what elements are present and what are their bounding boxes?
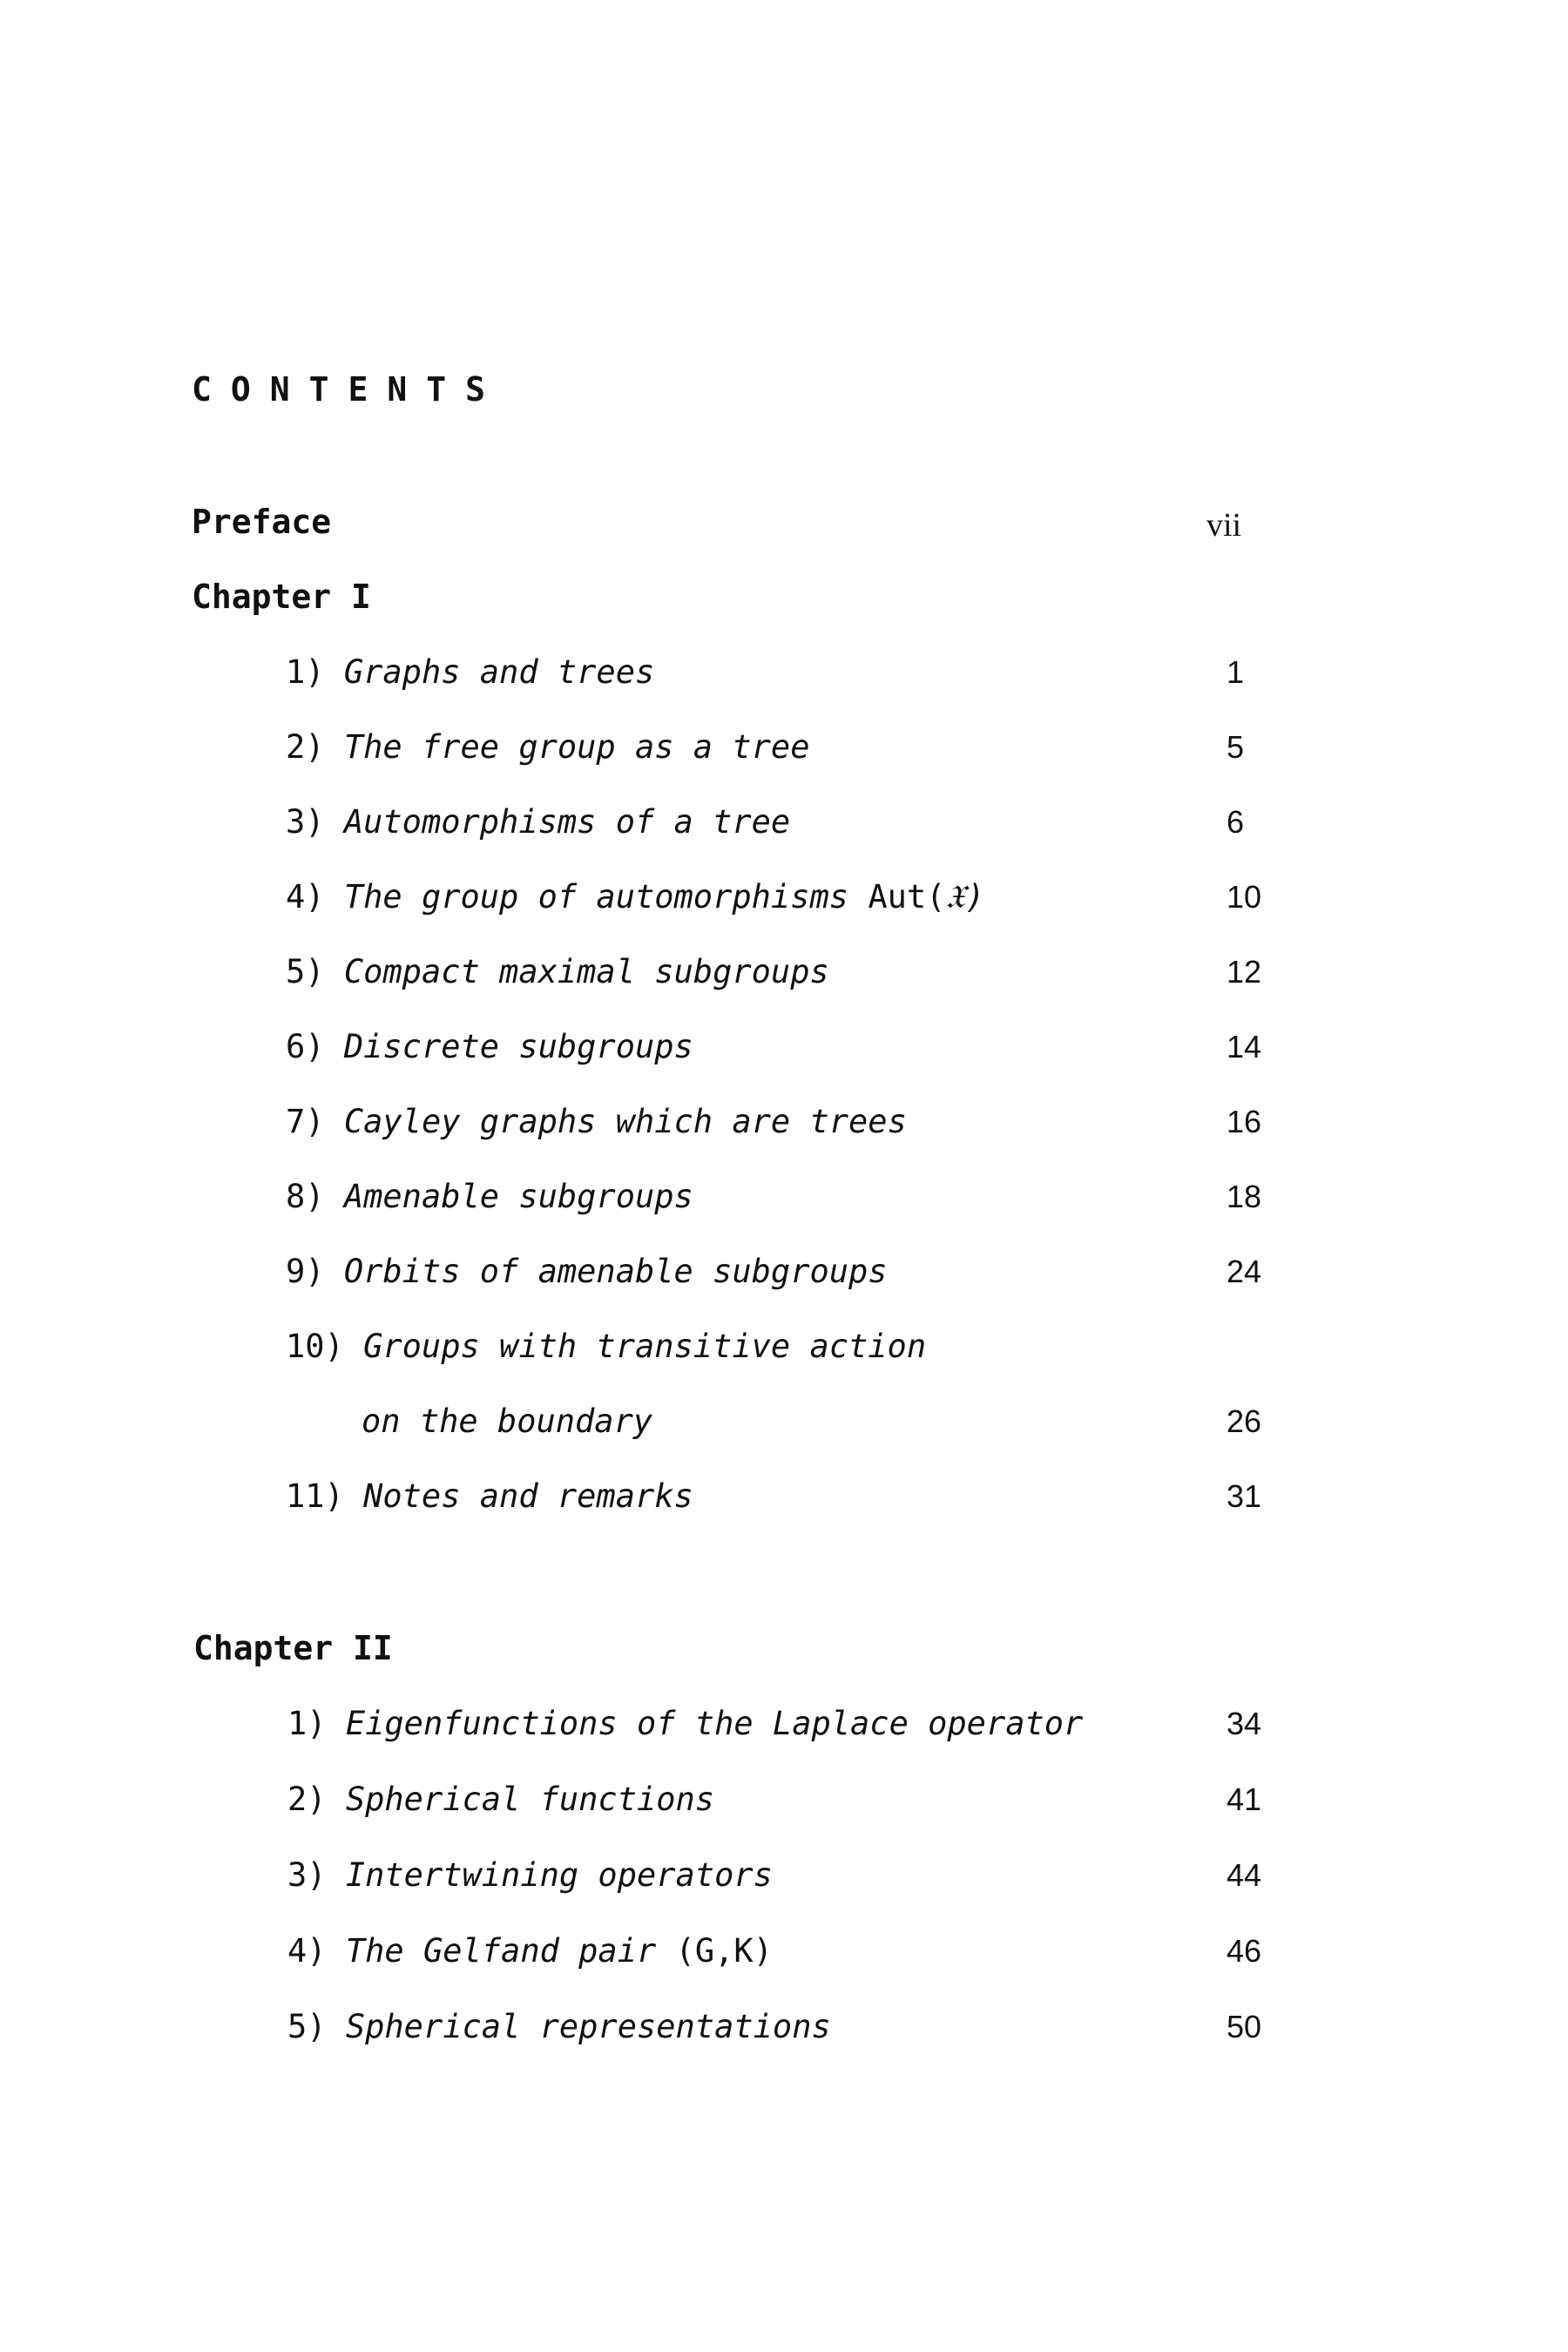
toc-entry (286, 1328, 927, 1365)
entry-title: The group of automorphisms (343, 878, 849, 916)
entry-page: 12 (1227, 954, 1262, 990)
entry-title: The free group as a tree (343, 728, 810, 766)
entry-title: Discrete subgroups (343, 1028, 693, 1065)
entry-page: 18 (1227, 1179, 1262, 1214)
toc-entry (286, 953, 829, 990)
entry-title: Graphs and trees (343, 653, 655, 691)
toc-entry (286, 1105, 907, 1138)
entry-math: (G,K) (675, 1932, 773, 1970)
entry-number: 5) (287, 2008, 327, 2045)
toc-entry (286, 653, 655, 691)
entry-number: 2) (287, 1781, 327, 1818)
entry-math-close: ) (965, 878, 985, 916)
entry-title: Notes and remarks (363, 1477, 693, 1515)
entry-page: 14 (1227, 1029, 1262, 1064)
entry-title: Amenable subgroups (343, 1178, 693, 1215)
entry-math: Aut( (868, 878, 946, 916)
entry-page: 34 (1227, 1706, 1262, 1741)
entry-math-symbol: 𝔛 (945, 878, 966, 916)
toc-entry (286, 878, 985, 916)
entry-title: Eigenfunctions of the Laplace operator (345, 1705, 1084, 1742)
entry-number: 10) (286, 1328, 344, 1365)
preface-page: vii (1206, 507, 1242, 544)
entry-page: 6 (1227, 804, 1245, 840)
entry-page: 44 (1227, 1857, 1262, 1893)
entry-title: The Gelfand pair (345, 1932, 657, 1970)
toc-entry (286, 728, 810, 766)
entry-number: 9) (286, 1253, 325, 1290)
entry-title: Intertwining operators (345, 1856, 773, 1894)
entry-title: Cayley graphs which are trees (343, 1103, 907, 1140)
entry-page: 26 (1227, 1403, 1262, 1439)
toc-entry (287, 1781, 715, 1818)
entry-number: 3) (287, 1856, 327, 1894)
entry-title-continued: on the boundary (362, 1402, 653, 1440)
entry-page: 16 (1227, 1104, 1262, 1139)
entry-title: Automorphisms of a tree (343, 803, 791, 841)
entry-number: 4) (287, 1932, 327, 1970)
entry-title: Spherical functions (345, 1781, 715, 1818)
chapter-title: Chapter II (193, 1629, 393, 1667)
toc-entry (287, 1856, 773, 1894)
entry-page: 10 (1227, 879, 1262, 915)
toc-entry (286, 1180, 693, 1213)
entry-title: Spherical representations (345, 2008, 831, 2045)
entry-number: 2) (286, 728, 325, 766)
toc-entry (286, 1028, 693, 1065)
entry-page: 24 (1227, 1254, 1262, 1289)
toc-entry (286, 1477, 693, 1515)
entry-page: 5 (1227, 729, 1245, 765)
entry-number: 11) (286, 1477, 344, 1515)
entry-number: 6) (286, 1028, 325, 1065)
chapter-title: Chapter I (192, 578, 371, 616)
preface-label: Preface (192, 503, 332, 541)
entry-number: 8) (286, 1178, 325, 1215)
entry-page: 41 (1227, 1781, 1262, 1817)
entry-number: 1) (287, 1705, 327, 1742)
toc-entry (286, 1255, 888, 1288)
entry-page: 31 (1227, 1478, 1262, 1514)
entry-title: Compact maximal subgroups (343, 953, 829, 990)
toc-entry (286, 803, 791, 841)
entry-title: Groups with transitive action (363, 1328, 927, 1365)
entry-page: 50 (1227, 2009, 1262, 2044)
entry-number: 4) (286, 878, 325, 916)
entry-title: Orbits of amenable subgroups (343, 1253, 888, 1290)
entry-number: 1) (286, 653, 325, 691)
toc-entry (287, 1707, 1083, 1740)
entry-page: 1 (1227, 654, 1245, 690)
toc-entry-continuation (362, 1402, 653, 1440)
entry-page: 46 (1227, 1933, 1262, 1969)
entry-number: 3) (286, 803, 325, 841)
entry-number: 7) (286, 1103, 325, 1140)
toc-entry (287, 1932, 773, 1970)
contents-heading: CONTENTS (192, 370, 505, 409)
entry-number: 5) (286, 953, 325, 990)
toc-entry (287, 2008, 831, 2045)
